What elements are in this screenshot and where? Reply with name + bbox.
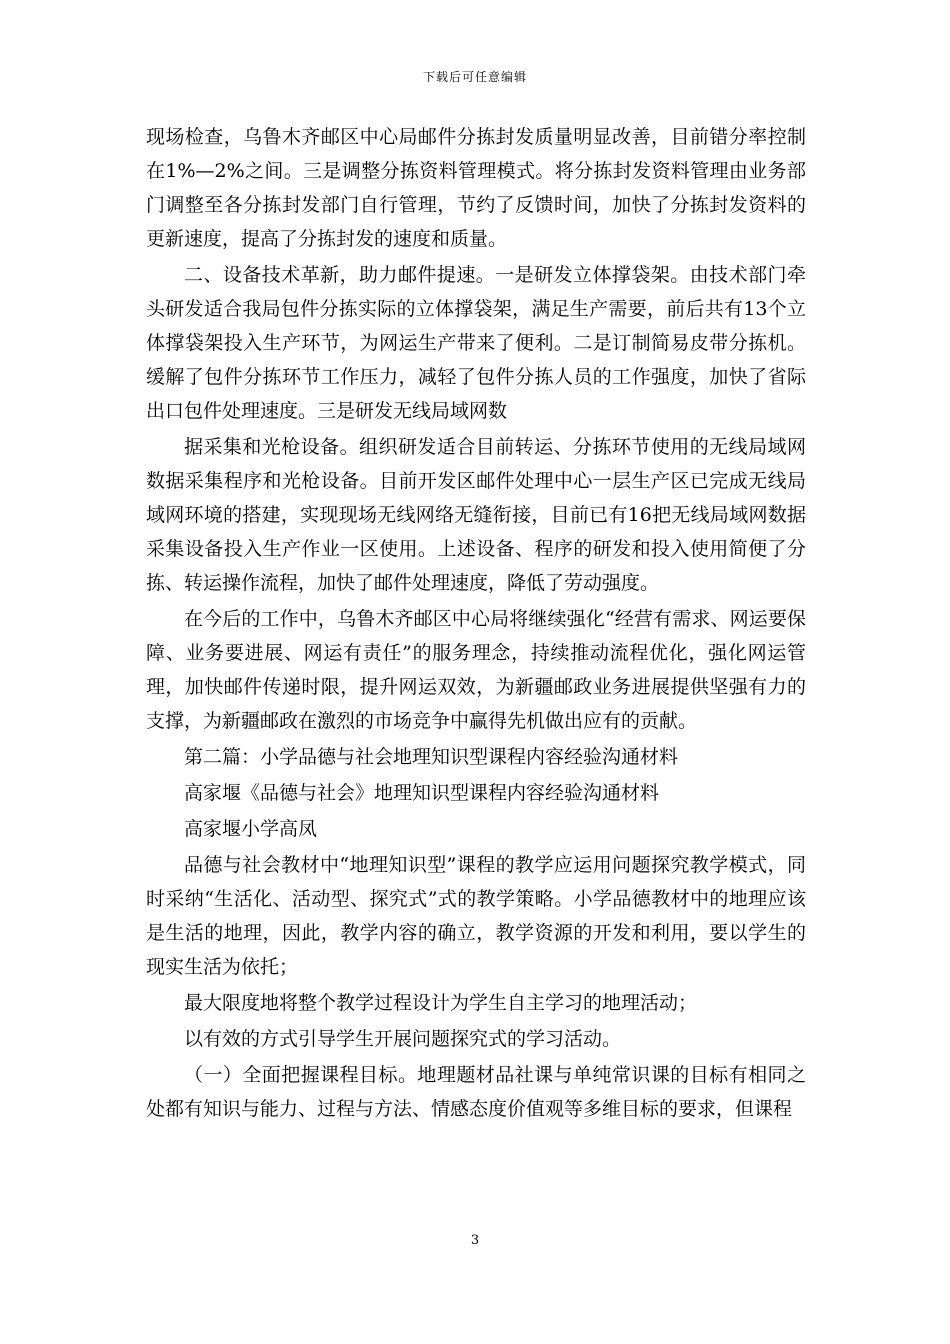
author-line: 高家堰小学高凤 — [184, 818, 318, 840]
document-subtitle: 高家堰《品德与社会》地理知识型课程内容经验沟通材料 — [184, 782, 660, 804]
paragraph-6: 最大限度地将整个教学过程设计为学生自主学习的地理活动； — [184, 992, 698, 1014]
page-header: 下载后可任意编辑 — [422, 70, 527, 84]
page-number: 3 — [470, 1233, 480, 1248]
paragraph-1: 现场检查，乌鲁木齐邮区中心局邮件分拣封发质量明显改善，目前错分率控制在1%—2%之间。三是调整分拣资料管理模式。将分拣封发资料管理由业务部门调整至各分拣封发部门自行管理，节约了反馈时间，加快了分拣封发资料的更新速度，提高了分拣封发的速度和质量。 — [146, 126, 806, 250]
paragraph-8: （一）全面把握课程目标。地理题材品社课与单纯常识课的目标有相同之处都有知识与能力、过程与方法、情感态度价值观等多维目标的要求，但课程 — [146, 1064, 806, 1120]
paragraph-2: 二、设备技术革新，助力邮件提速。一是研发立体撑袋架。由技术部门牵头研发适合我局包件分拣实际的立体撑袋架，满足生产需要，前后共有13个立体撑袋架投入生产环节，为网运生产带来了便利。二是订制简易皮带分拣机。缓解了包件分拣环节工作压力，减轻了包件分拣人员的工作强度，加快了省际出口包件处理速度。三是研发无线局域网数 — [146, 264, 806, 422]
section-title: 第二篇：小学品德与社会地理知识型课程内容经验沟通材料 — [184, 746, 679, 768]
paragraph-5: 品德与社会教材中“地理知识型”课程的教学应运用问题探究教学模式，同时采纳“生活化、活动型、探究式”式的教学策略。小学品德教材中的地理应该是生活的地理，因此，教学内容的确立，教学资源的开发和利用，要以学生的现实生活为依托； — [146, 854, 806, 978]
paragraph-7: 以有效的方式引导学生开展问题探究式的学习活动。 — [184, 1028, 622, 1050]
paragraph-3: 据采集和光枪设备。组织研发适合目前转运、分拣环节使用的无线局域网数据采集程序和光枪设备。目前开发区邮件处理中心一层生产区已完成无线局域网环境的搭建，实现现场无线网络无缝衔接，目前已有16把无线局域网数据采集设备投入生产作业一区使用。上述设备、程序的研发和投入使用简便了分拣、转运操作流程，加快了邮件处理速度，降低了劳动强度。 — [146, 436, 806, 594]
document-body — [146, 120, 806, 1126]
paragraph-4: 在今后的工作中，乌鲁木齐邮区中心局将继续强化“经营有需求、网运要保障、业务要进展、网运有责任”的服务理念，持续推动流程优化，强化网运管理，加快邮件传递时限，提升网运双效，为新疆邮政业务进展提供坚强有力的支撑，为新疆邮政在激烈的市场竞争中赢得先机做出应有的贡献。 — [146, 608, 806, 732]
